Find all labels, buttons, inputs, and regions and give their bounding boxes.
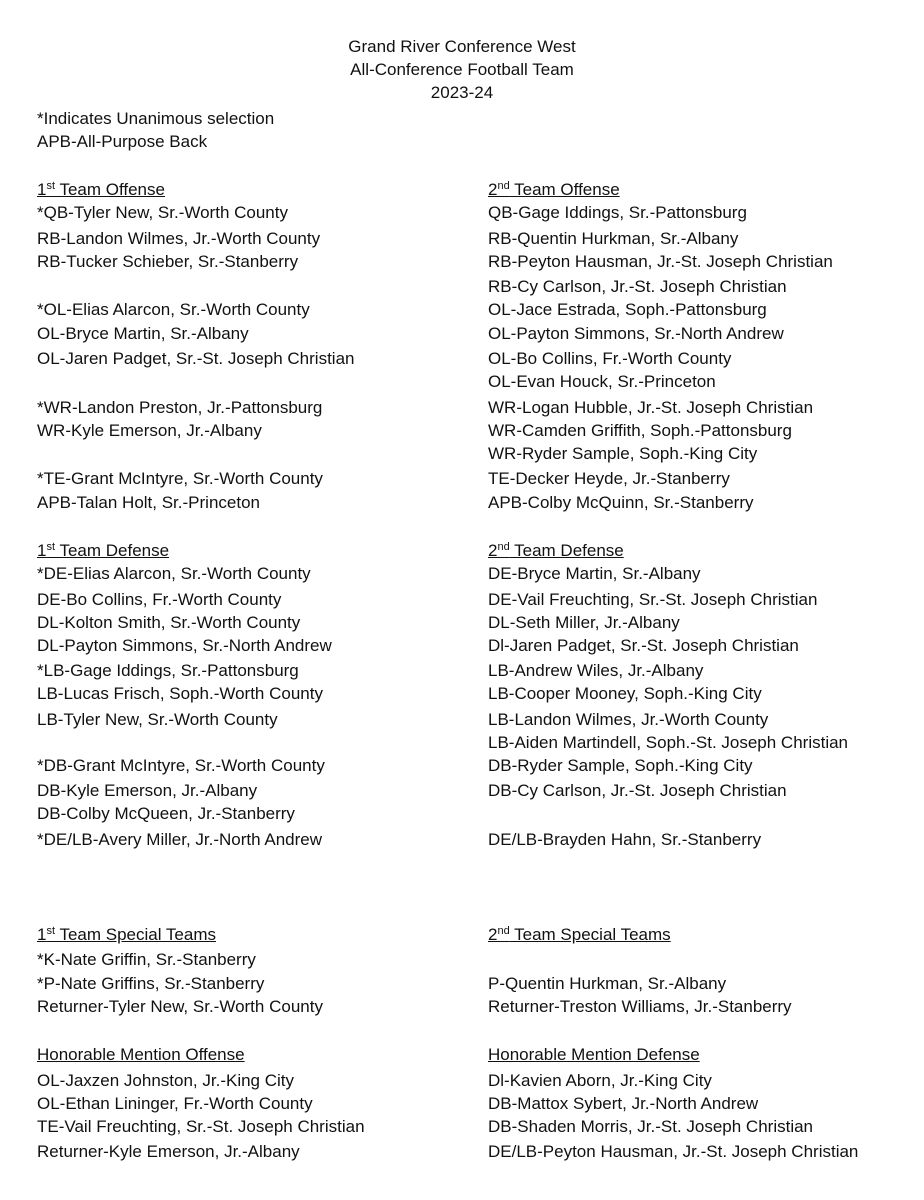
list-item: P-Quentin Hurkman, Sr.-Albany bbox=[488, 974, 727, 993]
list-item: RB-Quentin Hurkman, Sr.-Albany bbox=[488, 229, 739, 248]
heading-second-team-offense: 2nd Team Offense bbox=[488, 180, 620, 199]
list-item: OL-Jaxzen Johnston, Jr.-King City bbox=[37, 1071, 295, 1090]
list-item: LB-Andrew Wiles, Jr.-Albany bbox=[488, 661, 704, 680]
list-item: DB-Mattox Sybert, Jr.-North Andrew bbox=[488, 1094, 759, 1113]
list-item: DB-Shaden Morris, Jr.-St. Joseph Christian bbox=[488, 1117, 814, 1136]
list-item: Dl-Jaren Padget, Sr.-St. Joseph Christian bbox=[488, 636, 799, 655]
list-item: LB-Aiden Martindell, Soph.-St. Joseph Christian bbox=[488, 733, 849, 752]
list-item: OL-Evan Houck, Sr.-Princeton bbox=[488, 372, 716, 391]
list-item: DE-Bryce Martin, Sr.-Albany bbox=[488, 564, 701, 583]
list-item: DB-Kyle Emerson, Jr.-Albany bbox=[37, 781, 258, 800]
list-item: *OL-Elias Alarcon, Sr.-Worth County bbox=[37, 300, 310, 319]
list-item: DE/LB-Brayden Hahn, Sr.-Stanberry bbox=[488, 830, 762, 849]
list-item: APB-Talan Holt, Sr.-Princeton bbox=[37, 493, 260, 512]
title-conference: Grand River Conference West bbox=[348, 37, 576, 56]
list-item: *TE-Grant McIntyre, Sr.-Worth County bbox=[37, 469, 323, 488]
legend-apb: APB-All-Purpose Back bbox=[37, 132, 208, 151]
list-item: LB-Cooper Mooney, Soph.-King City bbox=[488, 684, 762, 703]
list-item: Returner-Kyle Emerson, Jr.-Albany bbox=[37, 1142, 300, 1161]
list-item: RB-Peyton Hausman, Jr.-St. Joseph Christian bbox=[488, 252, 833, 271]
list-item: WR-Camden Griffith, Soph.-Pattonsburg bbox=[488, 421, 792, 440]
list-item: *DE/LB-Avery Miller, Jr.-North Andrew bbox=[37, 830, 322, 849]
list-item: OL-Ethan Lininger, Fr.-Worth County bbox=[37, 1094, 313, 1113]
heading-second-team-defense: 2nd Team Defense bbox=[488, 541, 624, 560]
list-item: DL-Kolton Smith, Sr.-Worth County bbox=[37, 613, 301, 632]
list-item: OL-Jace Estrada, Soph.-Pattonsburg bbox=[488, 300, 767, 319]
list-item: *LB-Gage Iddings, Sr.-Pattonsburg bbox=[37, 661, 299, 680]
list-item: LB-Landon Wilmes, Jr.-Worth County bbox=[488, 710, 769, 729]
heading-first-team-special-teams: 1st Team Special Teams bbox=[37, 925, 216, 944]
list-item: DB-Cy Carlson, Jr.-St. Joseph Christian bbox=[488, 781, 787, 800]
list-item: *P-Nate Griffins, Sr.-Stanberry bbox=[37, 974, 265, 993]
list-item: DB-Ryder Sample, Soph.-King City bbox=[488, 756, 753, 775]
heading-second-team-special-teams: 2nd Team Special Teams bbox=[488, 925, 671, 944]
list-item: Dl-Kavien Aborn, Jr.-King City bbox=[488, 1071, 712, 1090]
heading-honorable-mention-offense: Honorable Mention Offense bbox=[37, 1045, 245, 1064]
list-item: Returner-Tyler New, Sr.-Worth County bbox=[37, 997, 323, 1016]
heading-honorable-mention-defense: Honorable Mention Defense bbox=[488, 1045, 700, 1064]
list-item: OL-Bryce Martin, Sr.-Albany bbox=[37, 324, 249, 343]
list-item: *DB-Grant McIntyre, Sr.-Worth County bbox=[37, 756, 325, 775]
title-team: All-Conference Football Team bbox=[350, 60, 574, 79]
list-item: QB-Gage Iddings, Sr.-Pattonsburg bbox=[488, 203, 747, 222]
list-item: *WR-Landon Preston, Jr.-Pattonsburg bbox=[37, 398, 323, 417]
list-item: LB-Lucas Frisch, Soph.-Worth County bbox=[37, 684, 323, 703]
list-item: *DE-Elias Alarcon, Sr.-Worth County bbox=[37, 564, 311, 583]
list-item: *QB-Tyler New, Sr.-Worth County bbox=[37, 203, 288, 222]
list-item: OL-Payton Simmons, Sr.-North Andrew bbox=[488, 324, 784, 343]
list-item: DE-Bo Collins, Fr.-Worth County bbox=[37, 590, 282, 609]
list-item: OL-Jaren Padget, Sr.-St. Joseph Christian bbox=[37, 349, 355, 368]
list-item: DE/LB-Peyton Hausman, Jr.-St. Joseph Christian bbox=[488, 1142, 859, 1161]
list-item: RB-Landon Wilmes, Jr.-Worth County bbox=[37, 229, 321, 248]
title-season: 2023-24 bbox=[430, 83, 494, 102]
list-item: *K-Nate Griffin, Sr.-Stanberry bbox=[37, 950, 256, 969]
heading-first-team-offense: 1st Team Offense bbox=[37, 180, 165, 199]
list-item: Returner-Treston Williams, Jr.-Stanberry bbox=[488, 997, 792, 1016]
list-item: DE-Vail Freuchting, Sr.-St. Joseph Christian bbox=[488, 590, 818, 609]
list-item: LB-Tyler New, Sr.-Worth County bbox=[37, 710, 278, 729]
list-item: TE-Decker Heyde, Jr.-Stanberry bbox=[488, 469, 730, 488]
list-item: DL-Seth Miller, Jr.-Albany bbox=[488, 613, 680, 632]
legend-unanimous: *Indicates Unanimous selection bbox=[37, 109, 275, 128]
list-item: DB-Colby McQueen, Jr.-Stanberry bbox=[37, 804, 295, 823]
list-item: WR-Kyle Emerson, Jr.-Albany bbox=[37, 421, 262, 440]
list-item: TE-Vail Freuchting, Sr.-St. Joseph Christian bbox=[37, 1117, 365, 1136]
list-item: RB-Cy Carlson, Jr.-St. Joseph Christian bbox=[488, 277, 787, 296]
heading-first-team-defense: 1st Team Defense bbox=[37, 541, 170, 560]
list-item: RB-Tucker Schieber, Sr.-Stanberry bbox=[37, 252, 299, 271]
list-item: DL-Payton Simmons, Sr.-North Andrew bbox=[37, 636, 332, 655]
list-item: WR-Logan Hubble, Jr.-St. Joseph Christian bbox=[488, 398, 814, 417]
list-item: OL-Bo Collins, Fr.-Worth County bbox=[488, 349, 732, 368]
list-item: WR-Ryder Sample, Soph.-King City bbox=[488, 444, 758, 463]
list-item: APB-Colby McQuinn, Sr.-Stanberry bbox=[488, 493, 754, 512]
